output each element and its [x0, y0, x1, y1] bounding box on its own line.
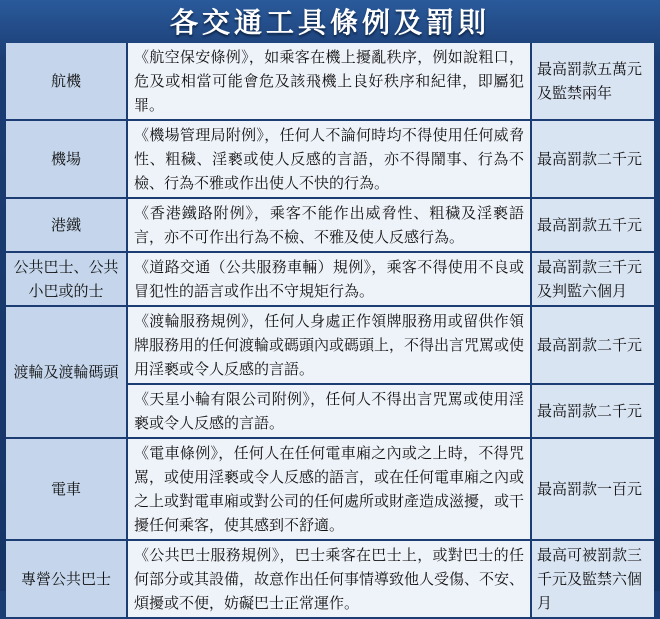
table-row	[6, 307, 654, 385]
category-cell: 電車	[6, 439, 128, 541]
table-row	[6, 253, 654, 307]
category-cell: 專營公共巴士	[6, 541, 128, 619]
category-cell: 公共巴士、公共小巴或的士	[6, 253, 128, 307]
category-cell: 港鐵	[6, 199, 128, 253]
category-cell: 航機	[6, 43, 128, 121]
regulation-cell: 《電車條例》，任何人在任何電車廂之內或之上時，不得咒罵，或使用淫褻或令人反感的語言，或在任何電車廂之內或之上或對電車廂或對公司的任何處所或財產造成滋擾，或干擾任何乘客，使其感到不舒適。	[128, 439, 532, 541]
regulations-table	[6, 43, 654, 619]
penalty-cell: 最高可被罰款三千元及監禁六個月	[532, 541, 654, 619]
penalty-cell: 最高罰款二千元	[532, 307, 654, 385]
page-title: 各交通工具條例及罰則	[169, 6, 490, 39]
penalty-cell: 最高罰款一百元	[532, 439, 654, 541]
penalty-cell: 最高罰款三千元及判監六個月	[532, 253, 654, 307]
regulation-cell: 《道路交通（公共服務車輛）規例》，乘客不得使用不良或冒犯性的語言或作出不守規矩行為。	[128, 253, 532, 307]
table-row	[6, 121, 654, 199]
regulation-cell: 《渡輪服務規例》，任何人身處正作領牌服務用或留供作領牌服務用的任何渡輪或碼頭內或碼頭上，不得出言咒罵或使用淫褻或令人反感的言語。	[128, 307, 532, 385]
category-cell: 渡輪及渡輪碼頭	[6, 307, 128, 439]
regulation-cell: 《機場管理局附例》，任何人不論何時均不得使用任何威脅性、粗穢、淫褻或使人反感的言語，亦不得鬧事、行為不檢、行為不雅或作出使人不快的行為。	[128, 121, 532, 199]
penalty-cell: 最高罰款五千元	[532, 199, 654, 253]
table-row	[6, 199, 654, 253]
penalty-cell: 最高罰款二千元	[532, 121, 654, 199]
regulation-cell: 《天星小輪有限公司附例》，任何人不得出言咒罵或使用淫褻或令人反感的言語。	[128, 385, 532, 439]
penalty-cell: 最高罰款二千元	[532, 385, 654, 439]
table-row	[6, 43, 654, 121]
regulation-cell: 《香港鐵路附例》，乘客不能作出威脅性、粗穢及淫褻語言，亦不可作出行為不檢、不雅及使人反感行為。	[128, 199, 532, 253]
regulation-cell: 《航空保安條例》，如乘客在機上擾亂秩序，例如說粗口，危及或相當可能會危及該飛機上良好秩序和紀律，即屬犯罪。	[128, 43, 532, 121]
regulation-cell: 《公共巴士服務規例》，巴士乘客在巴士上，或對巴士的任何部分或其設備，故意作出任何事情導致他人受傷、不安、煩擾或不便，妨礙巴士正常運作。	[128, 541, 532, 619]
penalty-cell: 最高罰款五萬元及監禁兩年	[532, 43, 654, 121]
category-cell: 機場	[6, 121, 128, 199]
table-row	[6, 439, 654, 541]
table-row	[6, 541, 654, 619]
